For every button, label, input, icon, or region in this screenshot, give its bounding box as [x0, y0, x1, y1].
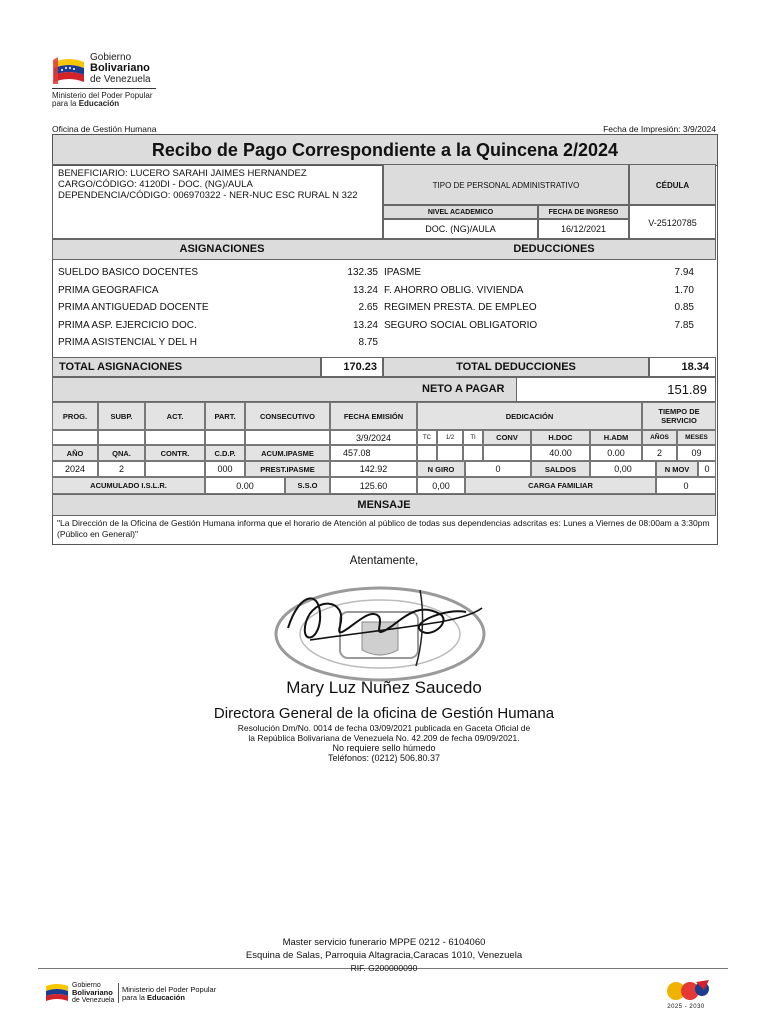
resolution-line-2: la República Bolivariana de Venezuela No. 42.209 de fecha 09/09/2021.: [248, 733, 520, 743]
deducciones-label: DEDUCCIONES: [513, 243, 595, 255]
fecha-ingreso-value: 16/12/2021: [538, 219, 629, 239]
grid-header-prest-ipasme: PREST.IPASME: [245, 461, 330, 477]
fecha-ingreso-label: FECHA DE INGRESO: [538, 205, 629, 219]
grid-header-fecha-emision: FECHA EMISIÓN: [330, 402, 417, 430]
cedula-label: CÉDULA: [629, 164, 716, 205]
neto-label: NETO A PAGAR: [422, 383, 505, 395]
grid-saldos: 0,00: [590, 461, 656, 477]
venezuela-flag-icon: [45, 982, 69, 1004]
grid-acum-ipasme: 457.08: [330, 445, 417, 461]
office-name: Oficina de Gestión Humana: [52, 124, 157, 134]
asignacion-name: PRIMA ANTIGUEDAD DOCENTE: [58, 302, 209, 313]
grid-header-carga-familiar: CARGA FAMILIAR: [465, 477, 656, 494]
grid-anos: 2: [642, 445, 677, 461]
logo-line-1: Gobierno: [90, 52, 132, 63]
grid-qna: 2: [98, 461, 145, 477]
no-seal-note: No requiere sello húmedo: [332, 743, 436, 753]
total-asignaciones-value: 170.23: [321, 357, 383, 377]
asignaciones-label: ASIGNACIONES: [179, 243, 265, 255]
footer-logo-ministry-2: para la Educación: [122, 993, 185, 1002]
total-deducciones-label: TOTAL DEDUCCIONES: [383, 357, 649, 377]
grid-header-tc: TC: [417, 430, 437, 445]
mensaje-label: MENSAJE: [52, 494, 716, 516]
grid-header-prog: PROG.: [52, 402, 98, 430]
deduccion-amount: 0.85: [674, 302, 694, 313]
footer-logo-line-3: de Venezuela: [72, 997, 115, 1004]
signer-title: Directora General de la oficina de Gestión Humana: [213, 705, 555, 722]
asignacion-name: PRIMA GEOGRAFICA: [58, 285, 159, 296]
deduccion-name: F. AHORRO OBLIG. VIVIENDA: [384, 285, 524, 296]
grid-header-half: 1/2: [437, 430, 463, 445]
grid-header-act: ACT.: [145, 402, 205, 430]
logo-ministry-line-2: para la Educación: [52, 99, 120, 108]
logo-line-2: Bolivariano: [90, 62, 150, 74]
grid-header-subp: SUBP.: [98, 402, 145, 430]
venezuela-flag-icon: [52, 56, 86, 86]
footer-logo-line-2: Bolivariano: [72, 988, 113, 997]
total-asignaciones-label: TOTAL ASIGNACIONES: [52, 357, 321, 377]
grid-header-contr: CONTR.: [145, 445, 205, 461]
print-date: Fecha de Impresión: 3/9/2024: [603, 124, 716, 134]
grid-ano: 2024: [52, 461, 98, 477]
grid-header-hadm: H.ADM: [590, 430, 642, 445]
grid-cell-empty: [245, 430, 330, 445]
total-deducciones-value: 18.34: [649, 357, 716, 377]
grid-hdoc: 40.00: [531, 445, 590, 461]
ministry-logo: [52, 50, 192, 122]
signer-name: Mary Luz Nuñez Saucedo: [286, 678, 482, 697]
phones: Teléfonos: (0212) 506.80.37: [327, 753, 441, 763]
footer-logo-divider: [118, 983, 119, 1003]
grid-cell-empty: [463, 445, 483, 461]
footer-logo-ministry-1: Ministerio del Poder Popular: [122, 985, 217, 994]
grid-sso: 125.60: [330, 477, 417, 494]
grid-fecha-emision: 3/9/2024: [330, 430, 417, 445]
asignacion-amount: 13.24: [352, 320, 378, 331]
grid-header-part: PART.: [205, 402, 245, 430]
plan-logo: [660, 978, 712, 1012]
grid-header-sso: S.S.O: [285, 477, 330, 494]
asignacion-amount: 13.24: [352, 285, 378, 296]
mensaje-text: "La Dirección de la Oficina de Gestión Humana informa que el horario de Atención al público de todas sus dependencias adscritas es: Lunes a Viernes de 08:00am a 3:30pm (Público en General)": [57, 518, 710, 539]
grid-header-consecutivo: CONSECUTIVO: [245, 402, 330, 430]
grid-header-qna: QNA.: [98, 445, 145, 461]
beneficiary-name: BENEFICIARIO: LUCERO SARAHI JAIMES HERNANDEZ: [58, 168, 307, 179]
beneficiary-dependencia: DEPENDENCIA/CÓDIGO: 006970322 - NER-NUC ESC RURAL N 322: [58, 190, 358, 201]
grid-cell-empty: [205, 430, 245, 445]
plan-logo-years: 2025 - 2030: [667, 1004, 705, 1010]
nivel-academico-label: NIVEL ACADEMICO: [383, 205, 538, 219]
grid-cell-empty: [483, 445, 531, 461]
deduccion-name: REGIMEN PRESTA. DE EMPLEO: [384, 302, 537, 313]
nivel-academico-value: DOC. (NG)/AULA: [383, 219, 538, 239]
resolution-line-1: Resolución Dm/No. 0014 de fecha 03/09/2021 publicada en Gaceta Oficial de: [237, 723, 531, 733]
grid-cell-empty: [52, 430, 98, 445]
grid-prest-ipasme: 142.92: [330, 461, 417, 477]
grid-cell-empty: [145, 461, 205, 477]
footer-line-1: Master servicio funerario MPPE 0212 - 6104060: [282, 937, 486, 948]
grid-cell-empty: [98, 430, 145, 445]
logo-ministry-line-1: Ministerio del Poder Popular: [52, 91, 153, 100]
grid-cdp: 000: [205, 461, 245, 477]
footer-ministry-logo: [45, 980, 235, 1010]
grid-meses: 09: [677, 445, 716, 461]
grid-header-tiempo: TIEMPO DE SERVICIO: [642, 402, 716, 430]
deduccion-name: SEGURO SOCIAL OBLIGATORIO: [384, 320, 538, 331]
deduccion-amount: 1.70: [674, 285, 694, 296]
beneficiary-box: [52, 164, 383, 239]
asignacion-name: PRIMA ASISTENCIAL Y DEL H: [58, 337, 197, 348]
cedula-value: V-25120785: [629, 205, 716, 239]
asignacion-name: SUELDO BASICO DOCENTES: [58, 267, 199, 278]
deduccion-amount: 7.94: [674, 267, 694, 278]
closing-text: Atentamente,: [349, 555, 419, 567]
tipo-personal: TIPO DE PERSONAL ADMINISTRATIVO: [383, 164, 629, 205]
grid-sso-2: 0,00: [417, 477, 465, 494]
grid-carga-familiar: 0: [656, 477, 716, 494]
footer-logo-line-1: Gobierno: [72, 982, 101, 989]
official-seal-and-signature: [270, 582, 500, 690]
grid-header-saldos: SALDOS: [531, 461, 590, 477]
footer-line-2: Esquina de Salas, Parroquia Altagracia,Caracas 1010, Venezuela: [245, 950, 523, 961]
grid-header-cdp: C.D.P.: [205, 445, 245, 461]
deduccion-amount: 7.85: [674, 320, 694, 331]
grid-header-acum-ipasme: ACUM.IPASME: [245, 445, 330, 461]
grid-cell-empty: [417, 445, 437, 461]
footer-rif: RIF. G200000090: [350, 963, 418, 973]
plan-2030-emblem-icon: [660, 978, 712, 1004]
asignacion-name: PRIMA ASP. EJERCICIO DOC.: [58, 320, 197, 331]
grid-acum-islr: 0.00: [205, 477, 285, 494]
grid-header-ano: AÑO: [52, 445, 98, 461]
grid-header-ngiro: N GIRO: [417, 461, 465, 477]
grid-header-dedicacion: DEDICACIÓN: [417, 402, 642, 430]
grid-header-hdoc: H.DOC: [531, 430, 590, 445]
beneficiary-cargo: CARGO/CÓDIGO: 4120DI - DOC. (NG)/AULA: [58, 179, 253, 190]
grid-header-anos: AÑOS: [642, 430, 677, 445]
grid-hadm: 0.00: [590, 445, 642, 461]
grid-header-acum-islr: ACUMULADO I.S.L.R.: [52, 477, 205, 494]
asignacion-amount: 132.35: [347, 267, 378, 278]
grid-header-conv: CONV: [483, 430, 531, 445]
receipt-title: Recibo de Pago Correspondiente a la Quincena 2/2024: [52, 134, 718, 166]
grid-cell-empty: [145, 430, 205, 445]
asignacion-amount: 8.75: [358, 337, 378, 348]
grid-cell-empty: [437, 445, 463, 461]
grid-header-meses: MESES: [677, 430, 716, 445]
grid-nmov: 0: [698, 461, 716, 477]
grid-header-ti: TI: [463, 430, 483, 445]
neto-value: 151.89: [516, 377, 716, 402]
grid-header-nmov: N MOV: [656, 461, 698, 477]
deduccion-name: IPASME: [384, 267, 422, 278]
logo-line-3: de Venezuela: [90, 74, 151, 85]
asignacion-amount: 2.65: [358, 302, 378, 313]
grid-ngiro: 0: [465, 461, 531, 477]
logo-divider: [52, 88, 156, 89]
